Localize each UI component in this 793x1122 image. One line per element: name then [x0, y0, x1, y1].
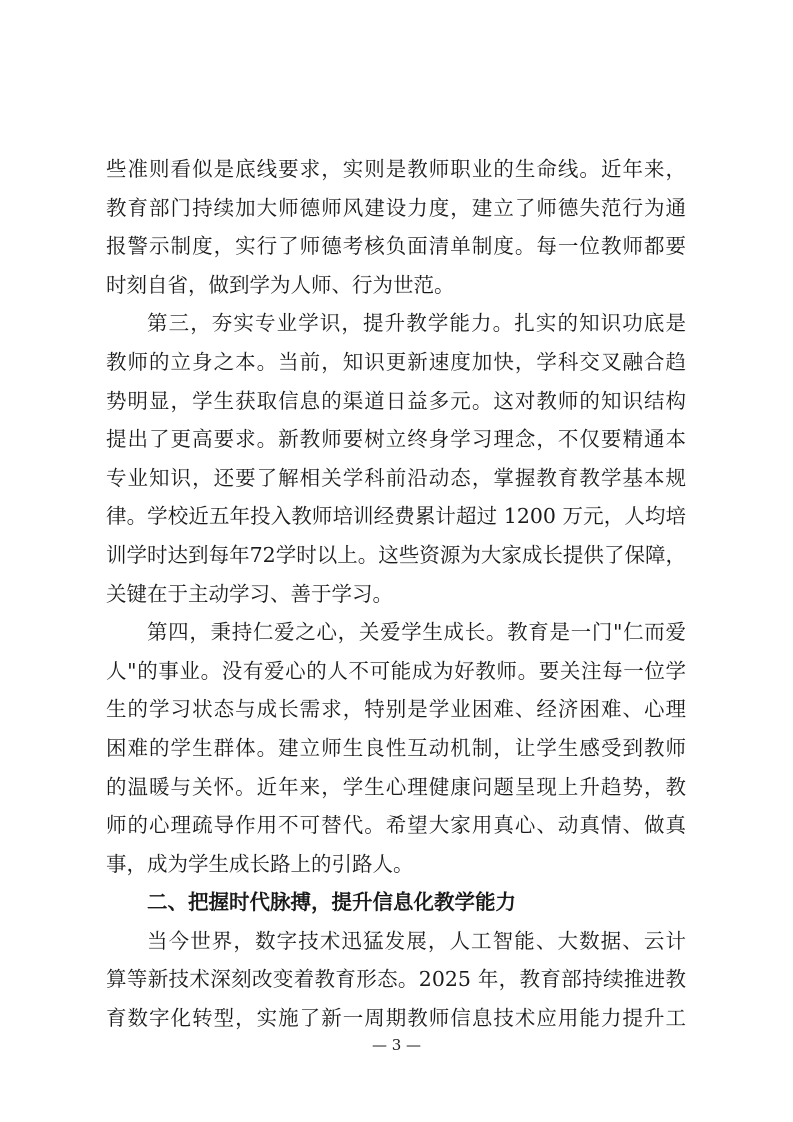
- text-line: 育数字化转型，实施了新一周期教师信息技术应用能力提升工: [106, 1006, 686, 1031]
- text-line: 当今世界，数字技术迅猛发展，人工智能、大数据、云计: [147, 928, 686, 953]
- section-heading: 二、把握时代脉搏，提升信息化教学能力: [147, 890, 516, 915]
- text-line: 师的心理疏导作用不可替代。希望大家用真心、动真情、做真: [106, 813, 686, 838]
- text-line: 教师的立身之本。当前，知识更新速度加快，学科交叉融合趋: [106, 349, 686, 374]
- text-line: 专业知识，还要了解相关学科前沿动态，掌握教育教学基本规: [106, 465, 686, 490]
- text-line: 事，成为学生成长路上的引路人。: [106, 851, 414, 876]
- text-line: 第三，夯实专业学识，提升教学能力。扎实的知识功底是: [147, 311, 686, 336]
- text-line: 报警示制度，实行了师德考核负面清单制度。每一位教师都要: [106, 234, 686, 259]
- text-line: 生的学习状态与成长需求，特别是学业困难、经济困难、心理: [106, 697, 686, 722]
- text-line: 些准则看似是底线要求，实则是教师职业的生命线。近年来，: [106, 157, 686, 181]
- text-line: 算等新技术深刻改变着教育形态。2025 年，教育部持续推进教: [106, 967, 686, 992]
- text-line: 第四，秉持仁爱之心，关爱学生成长。教育是一门"仁而爱: [147, 620, 686, 645]
- text-line: 律。学校近五年投入教师培训经费累计超过 1200 万元，人均培: [106, 504, 686, 529]
- text-line: 提出了更高要求。新教师要树立终身学习理念，不仅要精通本: [106, 427, 686, 452]
- text-line: 人"的事业。没有爱心的人不可能成为好教师。要关注每一位学: [106, 658, 686, 683]
- text-line: 教育部门持续加大师德师风建设力度，建立了师德失范行为通: [106, 195, 686, 220]
- page-number: — 3 —: [371, 1036, 422, 1054]
- text-line: 困难的学生群体。建立师生良性互动机制，让学生感受到教师: [106, 735, 686, 760]
- document-body: [106, 150, 686, 1038]
- text-line: 势明显，学生获取信息的渠道日益多元。这对教师的知识结构: [106, 388, 686, 413]
- text-line: 时刻自省，做到学为人师、行为世范。: [106, 272, 455, 297]
- text-line: 训学时达到每年72学时以上。这些资源为大家成长提供了保障，: [106, 542, 686, 567]
- text-line: 的温暖与关怀。近年来，学生心理健康问题呈现上升趋势，教: [106, 774, 686, 799]
- text-line: 关键在于主动学习、善于学习。: [106, 581, 393, 606]
